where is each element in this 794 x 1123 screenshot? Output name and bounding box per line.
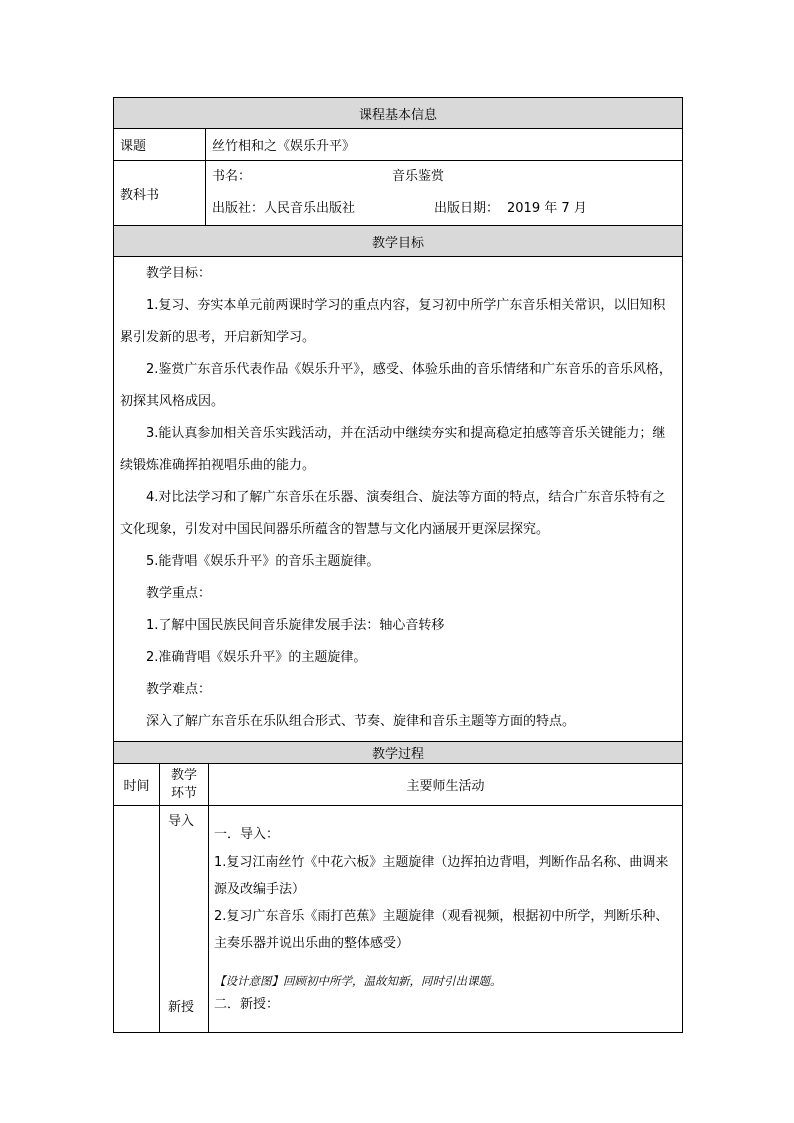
section-header-process: 教学过程	[114, 742, 683, 764]
intro-item: 2.复习广东音乐《雨打芭蕉》主题旋律（观看视频，根据初中所学，判断乐种、主奏乐器并说出乐曲的整体感受）	[214, 909, 669, 951]
goal-item: 3.能认真参加相关音乐实践活动，并在活动中继续夯实和提高稳定拍感等音乐关键能力；继续锻炼准确挥拍视唱乐曲的能力。	[120, 426, 666, 473]
publisher-label: 出版社：人民音乐出版社	[212, 201, 356, 216]
goal-item: 1.复习、夯实本单元前两课时学习的重点内容，复习初中所学广东音乐相关常识，以旧知积累引发新的思考，开启新知学习。	[120, 298, 666, 345]
textbook-details	[206, 161, 683, 226]
book-name-value: 音乐鉴赏	[392, 169, 445, 184]
book-name-row	[212, 161, 682, 193]
key-point: 2.准确背唱《娱乐升平》的主题旋律。	[146, 650, 367, 665]
col-time-header: 时间	[114, 764, 160, 806]
activity-cell	[209, 806, 683, 1033]
topic-label: 课题	[114, 129, 206, 161]
goal-item: 2.鉴赏广东音乐代表作品《娱乐升平》，感受、体验乐曲的音乐情绪和广东音乐的音乐风格，初探其风格成因。	[120, 362, 672, 409]
section-header-basic-info: 课程基本信息	[114, 98, 683, 129]
book-name-label: 书名：	[212, 169, 252, 184]
stage-cell	[160, 806, 209, 1033]
objectives-content	[114, 257, 683, 742]
goal-item: 5.能背唱《娱乐升平》的音乐主题旋律。	[146, 554, 380, 569]
section-header-objectives: 教学目标	[114, 226, 683, 257]
new-heading: 二．新授：	[214, 997, 280, 1012]
key-heading: 教学重点：	[146, 586, 212, 601]
design-note: 【设计意图】回顾初中所学，温故知新，同时引出课题。	[214, 974, 502, 988]
time-cell	[114, 806, 160, 1033]
textbook-label: 教科书	[114, 161, 206, 226]
key-point: 1.了解中国民族民间音乐旋律发展手法：轴心音转移	[146, 618, 445, 633]
goal-item: 4.对比法学习和了解广东音乐在乐器、演奏组合、旋法等方面的特点，结合广东音乐特有之文化现象，引发对中国民间器乐所蕴含的智慧与文化内涵展开更深层探究。	[120, 490, 666, 537]
difficulty-heading: 教学难点：	[146, 682, 212, 697]
goal-heading: 教学目标：	[146, 266, 212, 281]
col-stage-header: 教学环节	[160, 764, 209, 806]
process-table	[113, 741, 683, 1033]
stage-intro: 导入	[168, 814, 195, 829]
stage-new: 新授	[168, 1000, 195, 1015]
publisher-row	[212, 193, 682, 225]
basic-info-table	[113, 97, 683, 742]
intro-heading: 一．导入：	[214, 827, 280, 842]
lesson-plan-document	[113, 97, 682, 1033]
pub-date-label: 出版日期：	[434, 201, 500, 216]
col-activity-header: 主要师生活动	[209, 764, 683, 806]
topic-value: 丝竹相和之《娱乐升平》	[206, 129, 683, 161]
intro-item: 1.复习江南丝竹《中花六板》主题旋律（边挥拍边背唱，判断作品名称、曲调来源及改编手法）	[214, 855, 669, 897]
pub-date-value: 2019 年 7 月	[507, 201, 587, 216]
difficulty-text: 深入了解广东音乐在乐队组合形式、节奏、旋律和音乐主题等方面的特点。	[146, 714, 576, 729]
